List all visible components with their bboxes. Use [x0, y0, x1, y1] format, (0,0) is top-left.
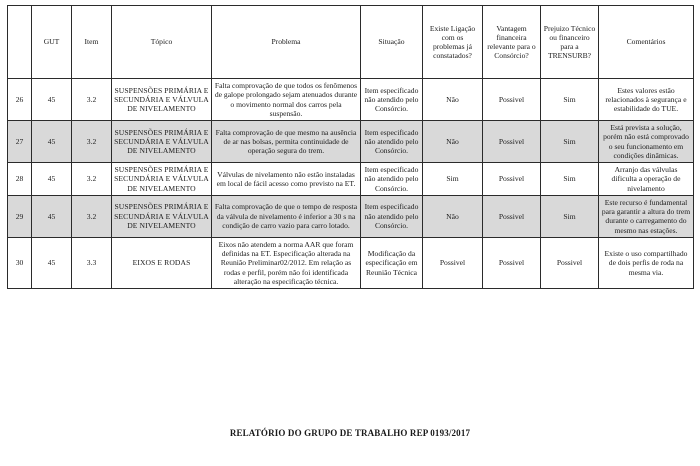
topico-cell: SUSPENSÕES PRIMÁRIA E SECUNDÁRIA E VÁLVULA DE NIVELAMENTO	[112, 79, 212, 121]
item-cell: 3.2	[72, 79, 112, 121]
gut-cell: 45	[32, 163, 72, 196]
table-header	[8, 6, 694, 79]
gut-cell: 45	[32, 121, 72, 163]
report-table	[7, 5, 694, 289]
vantagem-cell: Possivel	[483, 195, 541, 237]
item-cell: 3.2	[72, 195, 112, 237]
prejuizo-cell: Sim	[541, 79, 599, 121]
situacao-cell: Item especificado não atendido pelo Consórcio.	[361, 121, 423, 163]
column-header-situacao: Situação	[361, 6, 423, 79]
situacao-cell: Item especificado não atendido pelo Consórcio.	[361, 79, 423, 121]
comentarios-cell: Estes valores estão relacionados à segurança e estabilidade do TUE.	[599, 79, 694, 121]
table-row	[8, 121, 694, 163]
problema-cell: Falta comprovação de que mesmo na ausência de ar nas bolsas, permita continuidade de operação segura do trem.	[212, 121, 361, 163]
gut-cell: 45	[32, 79, 72, 121]
column-header-ligacao: Existe Ligação com os problemas já constatados?	[423, 6, 483, 79]
prejuizo-cell: Sim	[541, 195, 599, 237]
column-header-gut: GUT	[32, 6, 72, 79]
row-number-cell: 30	[8, 237, 32, 288]
table-row	[8, 237, 694, 288]
prejuizo-cell: Possivel	[541, 237, 599, 288]
ligacao-cell: Não	[423, 79, 483, 121]
column-header-problema: Problema	[212, 6, 361, 79]
vantagem-cell: Possivel	[483, 121, 541, 163]
column-header-comentarios: Comentários	[599, 6, 694, 79]
column-header-vantagem: Vantagem financeira relevante para o Consórcio?	[483, 6, 541, 79]
vantagem-cell: Possivel	[483, 163, 541, 196]
problema-cell: Válvulas de nivelamento não estão instaladas em local de fácil acesso como previsto na ET.	[212, 163, 361, 196]
row-number-cell: 29	[8, 195, 32, 237]
table-row	[8, 163, 694, 196]
topico-cell: EIXOS E RODAS	[112, 237, 212, 288]
gut-cell: 45	[32, 237, 72, 288]
topico-cell: SUSPENSÕES PRIMÁRIA E SECUNDÁRIA E VÁLVULA DE NIVELAMENTO	[112, 195, 212, 237]
problema-cell: Falta comprovação de que o tempo de resposta da válvula de nivelamento é inferior a 30 s na condição de carro vazio para carro lotado.	[212, 195, 361, 237]
ligacao-cell: Sim	[423, 163, 483, 196]
comentarios-cell: Arranjo das válvulas dificulta a operação de nivelamento	[599, 163, 694, 196]
gut-cell: 45	[32, 195, 72, 237]
report-table-container	[7, 5, 693, 289]
table-row	[8, 79, 694, 121]
ligacao-cell: Não	[423, 121, 483, 163]
table-row	[8, 195, 694, 237]
column-header-row-number	[8, 6, 32, 79]
prejuizo-cell: Sim	[541, 121, 599, 163]
topico-cell: SUSPENSÕES PRIMÁRIA E SECUNDÁRIA E VÁLVULA DE NIVELAMENTO	[112, 121, 212, 163]
vantagem-cell: Possivel	[483, 79, 541, 121]
row-number-cell: 28	[8, 163, 32, 196]
table-header-row	[8, 6, 694, 79]
column-header-topico: Tópico	[112, 6, 212, 79]
row-number-cell: 26	[8, 79, 32, 121]
row-number-cell: 27	[8, 121, 32, 163]
table-body	[8, 79, 694, 289]
situacao-cell: Item especificado não atendido pelo Consórcio.	[361, 195, 423, 237]
comentarios-cell: Este recurso é fundamental para garantir a altura do trem durante o carregamento do mesmo nas estações.	[599, 195, 694, 237]
comentarios-cell: Está prevista a solução, porém não está comprovado o seu funcionamento em condições dinâmicas.	[599, 121, 694, 163]
problema-cell: Eixos não atendem a norma AAR que foram definidas na ET. Especificação alterada na Reunião Preliminar02/2012. Em relação as rodas e perfil, porém não foi identificada alteração na especificação técnica.	[212, 237, 361, 288]
ligacao-cell: Possivel	[423, 237, 483, 288]
document-footer: RELATÓRIO DO GRUPO DE TRABALHO REP 0193/2017	[229, 428, 471, 438]
situacao-cell: Item especificado não atendido pelo Consórcio.	[361, 163, 423, 196]
column-header-prejuizo: Prejuizo Técnico ou financeiro para a TRENSURB?	[541, 6, 599, 79]
item-cell: 3.3	[72, 237, 112, 288]
problema-cell: Falta comprovação de que todos os fenômenos de galope prolongado sejam atenuados durante o movimento normal dos carros pela suspensão.	[212, 79, 361, 121]
comentarios-cell: Existe o uso compartilhado de dois perfis de roda na mesma via.	[599, 237, 694, 288]
column-header-item: Item	[72, 6, 112, 79]
item-cell: 3.2	[72, 121, 112, 163]
vantagem-cell: Possivel	[483, 237, 541, 288]
situacao-cell: Modificação da especificação em Reunião Técnica	[361, 237, 423, 288]
ligacao-cell: Não	[423, 195, 483, 237]
topico-cell: SUSPENSÕES PRIMÁRIA E SECUNDÁRIA E VÁLVULA DE NIVELAMENTO	[112, 163, 212, 196]
item-cell: 3.2	[72, 163, 112, 196]
prejuizo-cell: Sim	[541, 163, 599, 196]
